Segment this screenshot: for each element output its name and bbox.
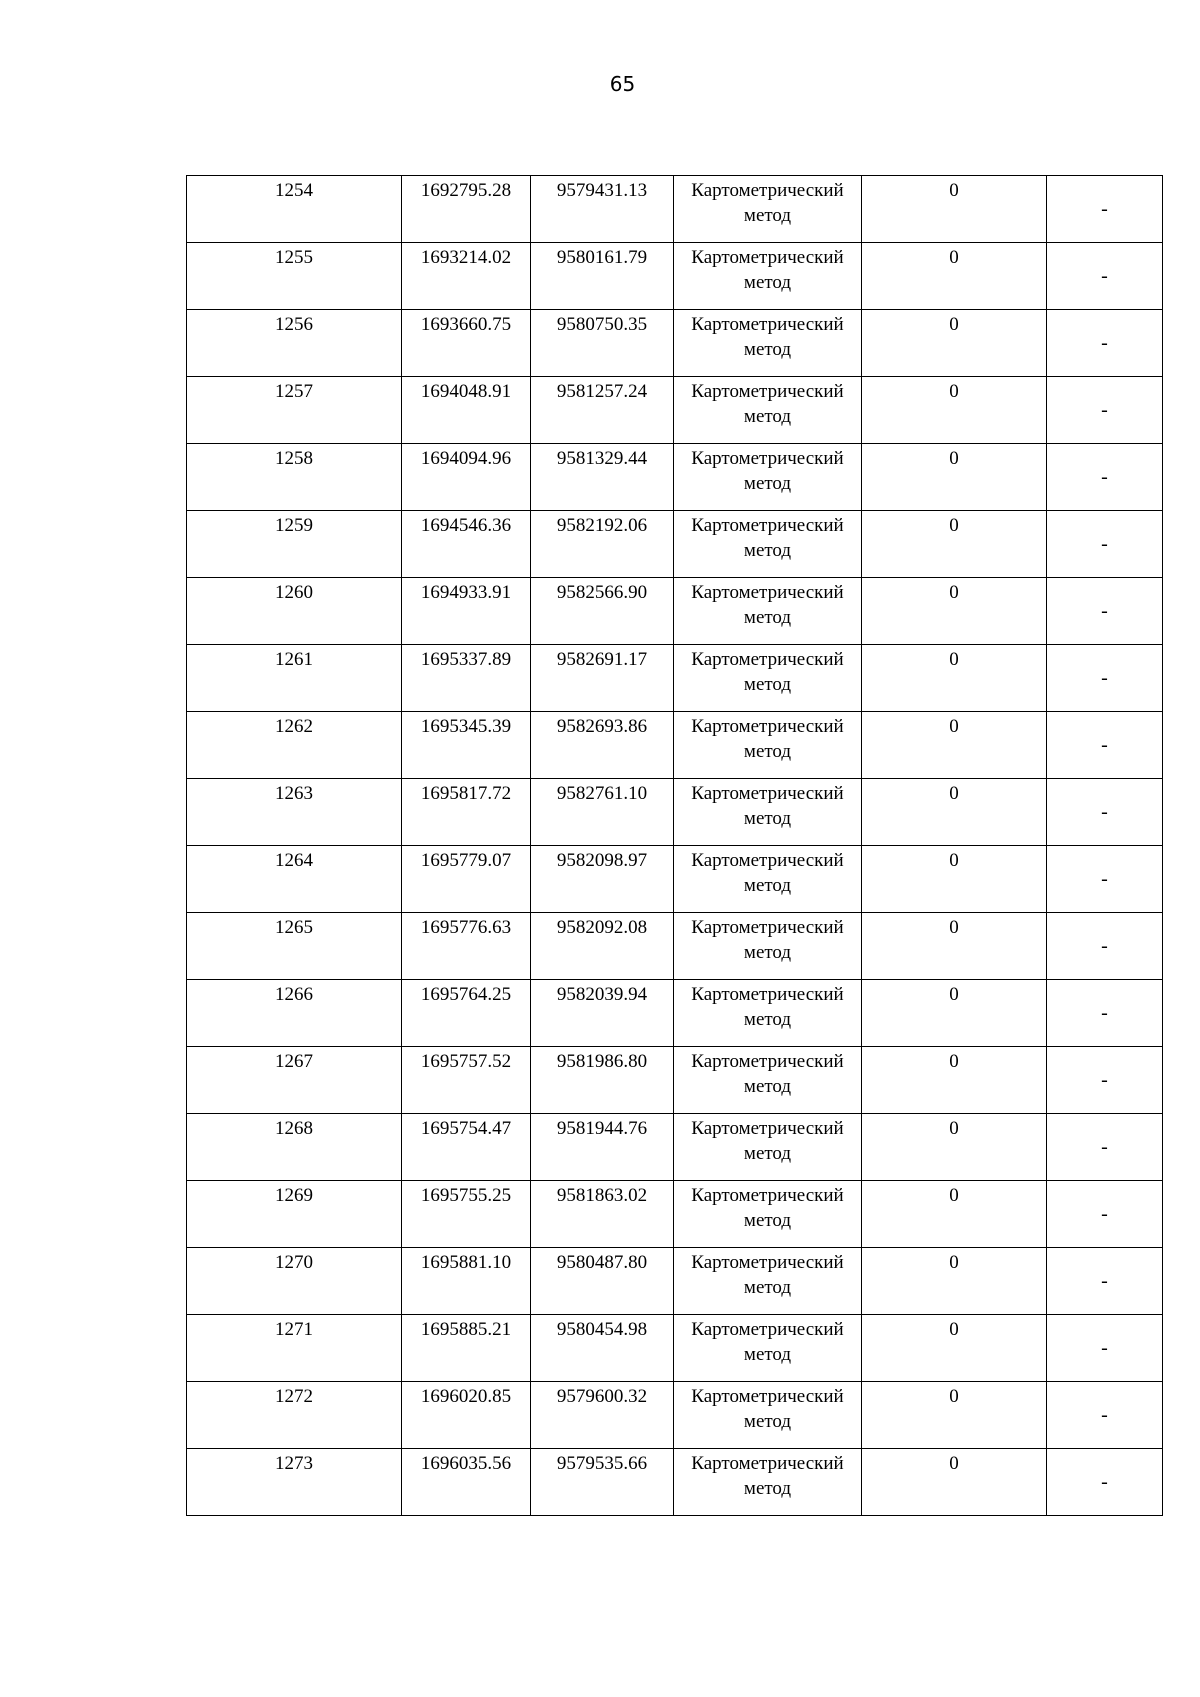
cell-description: - <box>1047 377 1163 444</box>
table-row <box>187 377 1163 444</box>
cell-error: 0 <box>862 377 1047 444</box>
cell-point-number: 1259 <box>187 511 402 578</box>
cell-x-coordinate: 1696035.56 <box>402 1449 531 1516</box>
cell-method: Картометрический метод <box>674 846 862 913</box>
cell-description: - <box>1047 980 1163 1047</box>
table-row <box>187 243 1163 310</box>
cell-description: - <box>1047 176 1163 243</box>
cell-error: 0 <box>862 444 1047 511</box>
page-number: 65 <box>609 72 636 96</box>
cell-description: - <box>1047 1248 1163 1315</box>
cell-point-number: 1268 <box>187 1114 402 1181</box>
cell-y-coordinate: 9581863.02 <box>531 1181 674 1248</box>
cell-point-number: 1273 <box>187 1449 402 1516</box>
cell-method: Картометрический метод <box>674 1449 862 1516</box>
cell-x-coordinate: 1695754.47 <box>402 1114 531 1181</box>
cell-y-coordinate: 9581944.76 <box>531 1114 674 1181</box>
cell-error: 0 <box>862 913 1047 980</box>
cell-error: 0 <box>862 511 1047 578</box>
cell-error: 0 <box>862 779 1047 846</box>
cell-y-coordinate: 9580161.79 <box>531 243 674 310</box>
cell-method: Картометрический метод <box>674 1181 862 1248</box>
table-row <box>187 1047 1163 1114</box>
cell-description: - <box>1047 511 1163 578</box>
cell-y-coordinate: 9579535.66 <box>531 1449 674 1516</box>
cell-method: Картометрический метод <box>674 980 862 1047</box>
cell-description: - <box>1047 913 1163 980</box>
cell-method: Картометрический метод <box>674 511 862 578</box>
cell-error: 0 <box>862 1382 1047 1449</box>
cell-method: Картометрический метод <box>674 310 862 377</box>
cell-y-coordinate: 9581257.24 <box>531 377 674 444</box>
cell-x-coordinate: 1695817.72 <box>402 779 531 846</box>
cell-description: - <box>1047 243 1163 310</box>
cell-point-number: 1265 <box>187 913 402 980</box>
cell-error: 0 <box>862 1449 1047 1516</box>
cell-method: Картометрический метод <box>674 1114 862 1181</box>
cell-point-number: 1261 <box>187 645 402 712</box>
table-row <box>187 310 1163 377</box>
cell-x-coordinate: 1696020.85 <box>402 1382 531 1449</box>
cell-y-coordinate: 9582691.17 <box>531 645 674 712</box>
cell-point-number: 1270 <box>187 1248 402 1315</box>
table-row <box>187 712 1163 779</box>
cell-description: - <box>1047 1047 1163 1114</box>
cell-x-coordinate: 1692795.28 <box>402 176 531 243</box>
cell-point-number: 1272 <box>187 1382 402 1449</box>
cell-y-coordinate: 9582192.06 <box>531 511 674 578</box>
cell-x-coordinate: 1695337.89 <box>402 645 531 712</box>
cell-method: Картометрический метод <box>674 578 862 645</box>
cell-y-coordinate: 9582092.08 <box>531 913 674 980</box>
table-row <box>187 1382 1163 1449</box>
cell-description: - <box>1047 1382 1163 1449</box>
cell-error: 0 <box>862 980 1047 1047</box>
cell-x-coordinate: 1695757.52 <box>402 1047 531 1114</box>
cell-y-coordinate: 9581986.80 <box>531 1047 674 1114</box>
table-row <box>187 913 1163 980</box>
cell-y-coordinate: 9580487.80 <box>531 1248 674 1315</box>
cell-description: - <box>1047 712 1163 779</box>
coordinates-table <box>186 175 1163 1516</box>
cell-description: - <box>1047 1449 1163 1516</box>
cell-description: - <box>1047 779 1163 846</box>
cell-x-coordinate: 1694933.91 <box>402 578 531 645</box>
table-row <box>187 511 1163 578</box>
cell-error: 0 <box>862 1181 1047 1248</box>
cell-point-number: 1271 <box>187 1315 402 1382</box>
cell-y-coordinate: 9580750.35 <box>531 310 674 377</box>
cell-method: Картометрический метод <box>674 913 862 980</box>
cell-error: 0 <box>862 645 1047 712</box>
cell-description: - <box>1047 578 1163 645</box>
cell-point-number: 1269 <box>187 1181 402 1248</box>
cell-y-coordinate: 9581329.44 <box>531 444 674 511</box>
cell-point-number: 1262 <box>187 712 402 779</box>
cell-method: Картометрический метод <box>674 1248 862 1315</box>
cell-error: 0 <box>862 243 1047 310</box>
cell-x-coordinate: 1695755.25 <box>402 1181 531 1248</box>
cell-method: Картометрический метод <box>674 377 862 444</box>
cell-method: Картометрический метод <box>674 645 862 712</box>
cell-y-coordinate: 9579431.13 <box>531 176 674 243</box>
cell-point-number: 1257 <box>187 377 402 444</box>
cell-x-coordinate: 1694546.36 <box>402 511 531 578</box>
cell-error: 0 <box>862 1047 1047 1114</box>
cell-method: Картометрический метод <box>674 1315 862 1382</box>
cell-point-number: 1267 <box>187 1047 402 1114</box>
table-row <box>187 779 1163 846</box>
cell-point-number: 1258 <box>187 444 402 511</box>
table-row <box>187 578 1163 645</box>
cell-point-number: 1260 <box>187 578 402 645</box>
coordinates-table-body <box>187 176 1163 1516</box>
cell-description: - <box>1047 645 1163 712</box>
cell-description: - <box>1047 310 1163 377</box>
cell-method: Картометрический метод <box>674 779 862 846</box>
table-row <box>187 980 1163 1047</box>
cell-method: Картометрический метод <box>674 712 862 779</box>
cell-method: Картометрический метод <box>674 176 862 243</box>
cell-x-coordinate: 1695881.10 <box>402 1248 531 1315</box>
table-row <box>187 1114 1163 1181</box>
cell-error: 0 <box>862 1114 1047 1181</box>
cell-x-coordinate: 1693660.75 <box>402 310 531 377</box>
cell-y-coordinate: 9582566.90 <box>531 578 674 645</box>
table-row <box>187 1248 1163 1315</box>
table-row <box>187 645 1163 712</box>
table-row <box>187 444 1163 511</box>
cell-error: 0 <box>862 1248 1047 1315</box>
cell-description: - <box>1047 1181 1163 1248</box>
cell-point-number: 1256 <box>187 310 402 377</box>
cell-description: - <box>1047 1315 1163 1382</box>
cell-error: 0 <box>862 310 1047 377</box>
cell-x-coordinate: 1694094.96 <box>402 444 531 511</box>
cell-y-coordinate: 9582761.10 <box>531 779 674 846</box>
cell-error: 0 <box>862 1315 1047 1382</box>
cell-description: - <box>1047 1114 1163 1181</box>
cell-error: 0 <box>862 578 1047 645</box>
cell-point-number: 1254 <box>187 176 402 243</box>
cell-x-coordinate: 1693214.02 <box>402 243 531 310</box>
cell-y-coordinate: 9579600.32 <box>531 1382 674 1449</box>
cell-method: Картометрический метод <box>674 1047 862 1114</box>
cell-y-coordinate: 9582039.94 <box>531 980 674 1047</box>
cell-method: Картометрический метод <box>674 444 862 511</box>
table-row <box>187 1449 1163 1516</box>
cell-error: 0 <box>862 712 1047 779</box>
cell-description: - <box>1047 846 1163 913</box>
cell-method: Картометрический метод <box>674 1382 862 1449</box>
cell-y-coordinate: 9582693.86 <box>531 712 674 779</box>
cell-x-coordinate: 1695885.21 <box>402 1315 531 1382</box>
cell-error: 0 <box>862 846 1047 913</box>
cell-point-number: 1263 <box>187 779 402 846</box>
cell-y-coordinate: 9580454.98 <box>531 1315 674 1382</box>
cell-description: - <box>1047 444 1163 511</box>
cell-error: 0 <box>862 176 1047 243</box>
cell-method: Картометрический метод <box>674 243 862 310</box>
cell-point-number: 1266 <box>187 980 402 1047</box>
cell-x-coordinate: 1695345.39 <box>402 712 531 779</box>
cell-x-coordinate: 1695776.63 <box>402 913 531 980</box>
cell-x-coordinate: 1694048.91 <box>402 377 531 444</box>
table-row <box>187 846 1163 913</box>
table-row <box>187 176 1163 243</box>
cell-y-coordinate: 9582098.97 <box>531 846 674 913</box>
cell-point-number: 1255 <box>187 243 402 310</box>
table-row <box>187 1181 1163 1248</box>
table-row <box>187 1315 1163 1382</box>
cell-x-coordinate: 1695779.07 <box>402 846 531 913</box>
cell-x-coordinate: 1695764.25 <box>402 980 531 1047</box>
cell-point-number: 1264 <box>187 846 402 913</box>
